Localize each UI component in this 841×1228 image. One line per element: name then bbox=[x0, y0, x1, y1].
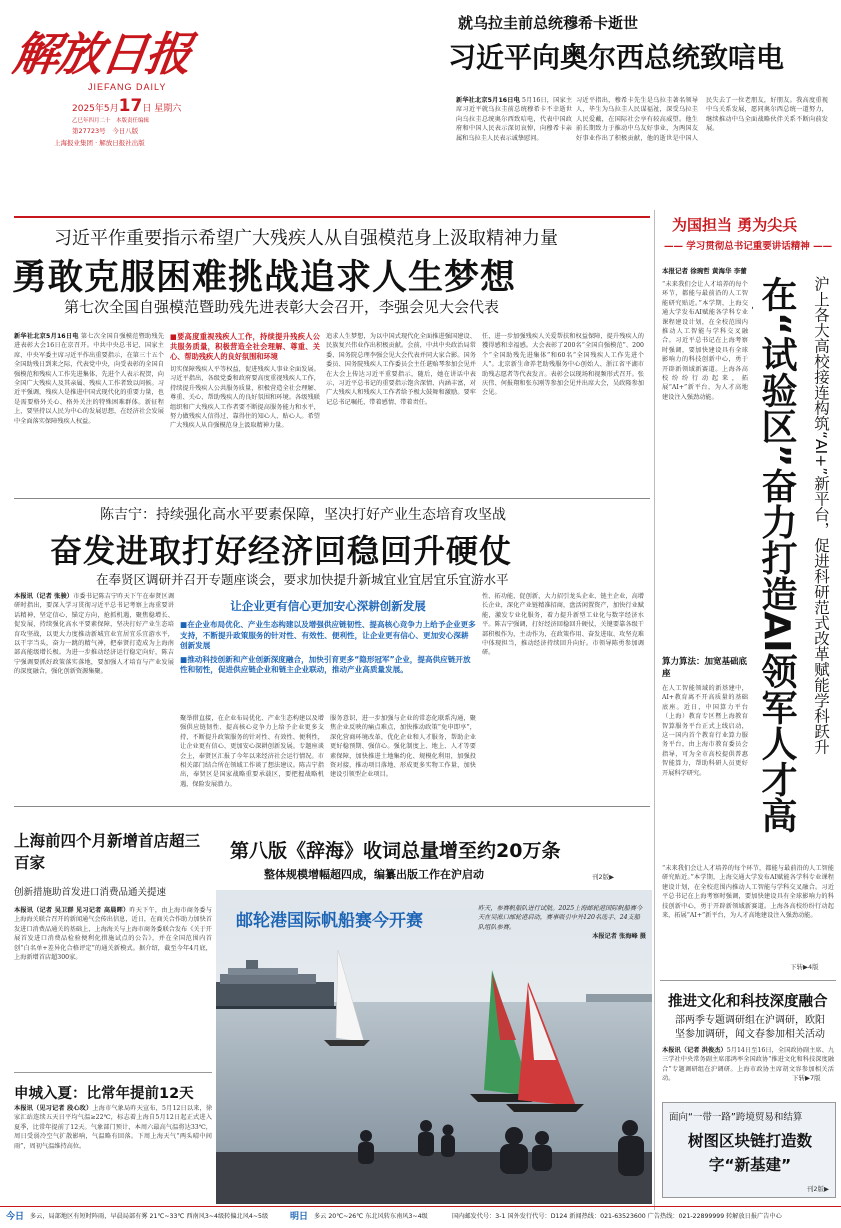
right-sub-banner: —— 学习贯彻总书记重要讲话精神 —— bbox=[664, 241, 833, 252]
bullet-square-icon: ■ bbox=[180, 654, 188, 664]
culture-body: 本报讯（记者 洪俊杰）5月14日至16日，全国政协副主席、九三学社中央常务副主席邵鸿率全国政协“推进文化和科技深度融合”专题调研组在沪调研。上海市政协主席胡文容参加相关活动。 bbox=[662, 1047, 834, 1082]
weather-headline: 申城入夏：比常年提前12天 bbox=[14, 1086, 194, 1102]
lead-col3: 追求人生梦想，为以中国式现代化全面推进强国建设、民族复兴伟业作出积极贡献。会前，中共中央政治局常委、国务院总理李强会见大会代表并同大家合影。国务委员、国务院残疾人工作委员会主任谌贻琴参加会见并在大会上传达习近平重要指示，随后，她在讲话中表示，习近平总书记的重要指示饱含深情、内涵丰富，对广大残疾人和残疾人工作者给予极大鼓舞和激励。要牢记总书记嘱托，带着感情、带着责任。 bbox=[326, 333, 476, 406]
right-body3: “未来我们会让人才培养的每个环节，都能与最前沿的人工智能研究贴近。”本学期，上海交通大学发布AI赋能各学科专业课程建设计划，在全校范围内推动人工智能与学科交叉融合。习近平总书记在上海考察时强调，要加快建设具有全球影响力的科技创新中心，勇于开辟新领域新赛道。上海各高校纷纷行动起来，拓展“AI+”新平台，为人才高地建设注入强劲动能。 bbox=[662, 865, 834, 920]
culture-jump[interactable]: 下转▶7版 bbox=[792, 1074, 821, 1082]
consumption-body: 本报讯（记者 吴卫群 见习记者 高晨晖）昨天下午，由上海市商务委与上海海关联合召开的新闻通气会传出信息，近日，在商关合作助力加快首发进口消费品通关的基础上，上海海关与上海市商务委联合发布《关于开展首发进口消费品检验便利化措施试点的公告》，并在全国范围内首创“白名单+差异化合格评定”的通关新模式。据介绍，截至今年4月底，上海新增首店超300家。 bbox=[14, 907, 212, 962]
right-divider-1 bbox=[660, 980, 836, 981]
culture-subhead: 部两季专题调研组在沪调研，欧阳坚参加调研，闻文春参加相关活动 bbox=[675, 1015, 825, 1040]
cishu-box bbox=[220, 834, 648, 886]
top-story-col2: 习近平指出，穆希卡先生是乌拉圭著名领导人，毕生为乌拉圭人民谋福祉，深受乌拉圭人民爱戴，在国际社会享有较高威望。他生前长期致力于推动中乌友好事业，为两国友好事业作出了积极贡献，他的逝世是中国人民失去了一位老朋友，好朋友。我高度重视中乌关系发展，愿同奥尔西总统一道努力，继续推动中乌全面战略伙伴关系不断向前发展。 bbox=[576, 97, 828, 142]
mid-col1: 本报讯（记者 张骏）市委书记陈吉宁昨天下午在奉贤区调研时指出，要深入学习贯彻习近平总书记考察上海重要讲话精神，坚定信心、锚定方向，抢抓机遇，聚焦稳增长、促发展，持续强化高水平要素保障，坚决打好产业生态培育攻坚战，以更大力度推动新城宜业宜居宜乐宜游水平，以干字当头，奋力一跳的精气神，把奉贤打造成为上海南部高能级增长极。为进一步推动经济运行稳定向好，陈吉宁强调要抓好政策落实落地，要加强人才培育与产业发展的深度融合，强化创新资源集聚。 bbox=[14, 593, 174, 676]
regatta-credit: 本报记者 张海峰 摄 bbox=[592, 933, 646, 941]
cishu-headline: 第八版《辞海》收词总量增至约20万条 bbox=[230, 840, 561, 862]
right-body2: 在人工智能领域的新基建中，AI+教育离不开高质量的基础底座。近日，中国算力平台（上海）教育专区暨上海教育智算服务平台正式上线启动，这一国内首个教育行业算力服务平台，由上海市教育委员会指导，可为全市高校提供普惠智能算力，帮助科研人员更好开展科学研究。 bbox=[662, 685, 748, 777]
right-sub1: 算力算法：加宽基础底座 bbox=[662, 657, 748, 679]
rule-lower bbox=[14, 806, 650, 807]
top-story-headline: 习近平向奥尔西总统致唁电 bbox=[448, 41, 785, 74]
cishu-subhead: 整体规模增幅超四成，编纂出版工作在沪启动 bbox=[264, 868, 484, 881]
lead-bullet: ■要高度重视残疾人工作，持续提升残疾人公共服务质量，积极营造全社会理解、尊重、关心、帮助残疾人的良好氛围和环境 bbox=[170, 332, 320, 361]
right-banner: 为国担当 勇为尖兵 bbox=[672, 216, 798, 234]
blockchain-box bbox=[662, 1102, 836, 1198]
mid-col3: 聚举措直接，在企业布局优化、产业生态构建以及增强供应链韧性、提高核心竞争力上给予企业更多支持，不断提升政策服务的针对性、有效性、便利性，让企业更有信心、更加安心深耕创新发展。专题座谈会上，奉贤区汇报了今年以来经济社会运行情况。市相关部门结合所在领域工作谈了想法建议。陈吉宁指出，奉贤区是国家战略重要承载区，要把握战略机遇，保险发展潜力。 bbox=[180, 715, 324, 788]
footer-today-label: 今日 bbox=[6, 1212, 25, 1222]
footer bbox=[0, 1208, 841, 1228]
blockchain-jump[interactable]: 刊2版▶ bbox=[806, 1185, 829, 1193]
masthead bbox=[9, 10, 212, 245]
right-body: “未来我们会让人才培养的每个环节，都能与最前沿的人工智能研究贴近。”本学期，上海交通大学发布AI赋能各学科专业课程建设计划，在全校范围内推动人工智能与学科交叉融合。习近平总书记在上海考察时强调，要加快建设具有全球影响力的科技创新中心，勇于开辟新领域新赛道。上海各高校纷纷行动起来，拓展“AI+”新平台，为人才高地建设注入强劲动能。 bbox=[662, 281, 748, 401]
right-byline: 本报记者 徐琬哲 黄海华 李蕾 bbox=[662, 267, 747, 275]
footer-today-text: 多云，局部地区有短时阵雨，早晨局部有雾 21℃~33℃ 西南风3~4级转偏北风4~5级 bbox=[30, 1213, 269, 1220]
blockchain-headline-1: 树图区块链打造数字“新基建” bbox=[687, 1132, 812, 1174]
culture-headline: 推进文化和科技深度融合 bbox=[668, 994, 828, 1010]
mid-col5: 性、拓功能，促创新，大力招引龙头企业、链主企业，高增长企业，深化产业链精准招商，盘活闲置资产，加快行业赋能，激发专业化服务，着力提升新型工业化与数字经济水平。陈吉宁强调，打好经济回稳回升硬仗，关键要靠各级干部积极作为，主动作为，在政策作用、奋发进取、攻坚克难中体现担当，推动经济持续回升向好。市领导陈勇参加调研。 bbox=[482, 593, 644, 657]
mid-col4: 服务意识，进一步加强与企业的常态化联系沟通，聚焦企业反映的痛点难点，加快推动政策“免申即享”，深化营商环境改革，优化企业和人才服务，帮助企业更好稳预期、强信心。强化制度上、地上、人才等要素保障，加快推进土地集约化、规模化利用，加强投资对接，推动项目落地、形成更多实物工作量，加快建设引领型企业项目。 bbox=[330, 715, 476, 779]
mid-box-title: 让企业更有信心更加安心深耕创新发展 bbox=[230, 599, 426, 613]
mid-highlight-box bbox=[180, 592, 476, 714]
footer-tomorrow-label: 明日 bbox=[290, 1212, 309, 1222]
masthead-issue: 第27723号 今日八版 bbox=[72, 127, 139, 135]
rule-footer bbox=[0, 1206, 841, 1207]
masthead-date: 2025年5月17日 星期六 bbox=[72, 96, 182, 116]
lead-headline: 勇敢克服困难挑战追求人生梦想 bbox=[12, 258, 517, 298]
masthead-lunar: 乙巳年四月二十 本版责任编辑 bbox=[72, 118, 150, 124]
mid-headline: 奋发进取打好经济回稳回升硬仗 bbox=[50, 532, 513, 570]
lead-col4: 任，进一步加强残疾人关爱帮扶和权益保障，提升残疾人的獲得感和幸福感。大会表彰了200名“全国自强模范”、200个“全国助残先进集体”和60名“全国残疾人工作先进个人”。北京新生命养老助残服务中心创始人、浙江省平湖市助残志愿者等代表发言。表彰会以现场和视频形式召开。张庆伟、何报翔和张东刚等参加会见并出席大会，吴政隆参加会见。 bbox=[482, 333, 644, 397]
lead-kicker: 习近平作重要指示希望广大残疾人从自强模范身上汲取精神力量 bbox=[54, 228, 558, 249]
consumption-headline: 上海前四个月新增首店超三百家 bbox=[14, 832, 201, 872]
regatta-caption: 昨天，参赛帆船队进行试航。2025上海邮轮港国际帆船赛今天在吴淞口邮轮港启动，赛事吸引中外120名选手、24支船队组队参赛。 本报记者 张海峰 摄 bbox=[478, 905, 646, 941]
weather-body: 本报讯（见习记者 段心玫）上海市气象局昨天宣布，5月12日以来，徐家汇站连续五天日平均气温≥22℃，标志着上海自5月12日起正式进入夏季，比常年提前了12天。气象部门预计，本周六最高气温将达33℃，周日受弱冷空气扩散影响，气温略有回落。下周上海天气“两头晴中间雨”，周初气温维持高位。 bbox=[14, 1105, 212, 1150]
lead-subhead: 第七次全国自强模范暨助残先进表彰大会召开，李强会见大会代表 bbox=[64, 298, 500, 316]
cishu-jump[interactable]: 刊2版▶ bbox=[592, 873, 615, 881]
bullet-square-icon: ■ bbox=[170, 332, 178, 341]
rule-top bbox=[14, 216, 650, 218]
top-story-col1: 新华社北京5月16日电 5月16日，国家主席习近平就乌拉圭前总统穆希卡不幸逝世向乌拉圭总统奥尔西致唁电，代表中国政府和中国人民表示深切哀悼，向穆希卡亲属和乌拉圭人民表示诚挚慰问。 bbox=[456, 97, 572, 142]
regatta-headline: 邮轮港国际帆船赛今开赛 bbox=[236, 911, 423, 931]
lead-col2: ■要高度重视残疾人工作，持续提升残疾人公共服务质量，积极营造全社会理解、尊重、关心、帮助残疾人的良好氛围和环境 切实保障残疾人平等权益，促进残疾人事业全面发展。习近平指出，各级党委和政府要高度重视残疾人工作，持续提升残疾人公共服务质量，积极营造全社会理解、尊重、关心、帮助残疾人的良好氛围和环境。各级残联组织和广大残疾人工作者要不断提高服务能力和水平，努力做残疾人信得过、靠得住的知心人、贴心人。希望广大残疾人从自强模范身上汲取精神力量。 bbox=[170, 332, 320, 430]
regatta-photo bbox=[216, 890, 652, 1204]
right-subhead-vertical: 沪上各大高校接连构筑“AI+”新平台，促进科研范式改革赋能学科跃升 bbox=[812, 276, 830, 755]
right-jump[interactable]: 下转▶4版 bbox=[790, 963, 819, 971]
right-col-divider bbox=[654, 210, 655, 1210]
blockchain-kicker: 面向“一带一路”跨境贸易和结算 bbox=[669, 1112, 803, 1123]
masthead-pinyin: JIEFANG DAILY bbox=[88, 82, 167, 92]
lead-col1: 新华社北京5月16日电 第七次全国自强模范暨助残先进表彰大会16日在京召开。中共中央总书记、国家主席、中央军委主席习近平作出重要指示，在第三十五个全国助残日到来之际，代表党中央，向受表彰的全国自强模范和残疾人工作先进集体、先进个人表示祝贺，向全国广大残疾人及其亲属、残疾人工作者致以问候。习近平强调，残疾人是推进中国式现代化的重要力量，也是需要格外关心、格外关注的特殊困难群体。新征程上，要坚持以人民为中心的发展思想，在经济社会发展中全面落实保障残疾人权益。 bbox=[14, 333, 164, 425]
consumption-subhead: 创新措施助首发进口消费品通关提速 bbox=[14, 887, 167, 898]
mid-kicker: 陈吉宁：持续强化高水平要素保障，坚决打好产业生态培育攻坚战 bbox=[100, 507, 506, 523]
bullet-square-icon: ■ bbox=[180, 620, 188, 629]
masthead-logo: 解放日报 bbox=[9, 27, 194, 81]
weather-divider bbox=[14, 1072, 212, 1073]
mid-box-bullet-2: ■推动科技创新和产业创新深度融合，加快引育更多“隐形冠军”企业，提高供应链开放性和韧性，促进供应链企业和链主企业联动，推动产业高质量发展。 bbox=[180, 654, 471, 674]
mid-subhead: 在奉贤区调研并召开专题座谈会，要求加快提升新城宜业宜居宜乐宜游水平 bbox=[96, 572, 509, 587]
rule-mid bbox=[14, 498, 650, 499]
footer-tomorrow-text: 多云 20℃~26℃ 东北风转东南风3~4级 bbox=[314, 1213, 428, 1220]
mid-box-bullet-1: ■在企业布局优化、产业生态构建以及增强供应链韧性、提高核心竞争力上给予企业更多支持，不断提升政策服务的针对性、有效性、便利性，让企业更有信心、更加安心深耕创新发展 bbox=[180, 620, 476, 650]
top-story-kicker: 就乌拉圭前总统穆希卡逝世 bbox=[458, 14, 639, 32]
masthead-group: 上海报业集团 · 解放日报社出版 bbox=[54, 139, 145, 147]
right-headline-vertical: 在“试验区”奋力打造AI领军人才高 bbox=[756, 276, 797, 833]
footer-info: 国内邮发代号：3-1 国外发行代号：D124 新闻热线：021-63523600 广告热线：021-22899999 转解放日报广告中心 bbox=[452, 1213, 782, 1220]
